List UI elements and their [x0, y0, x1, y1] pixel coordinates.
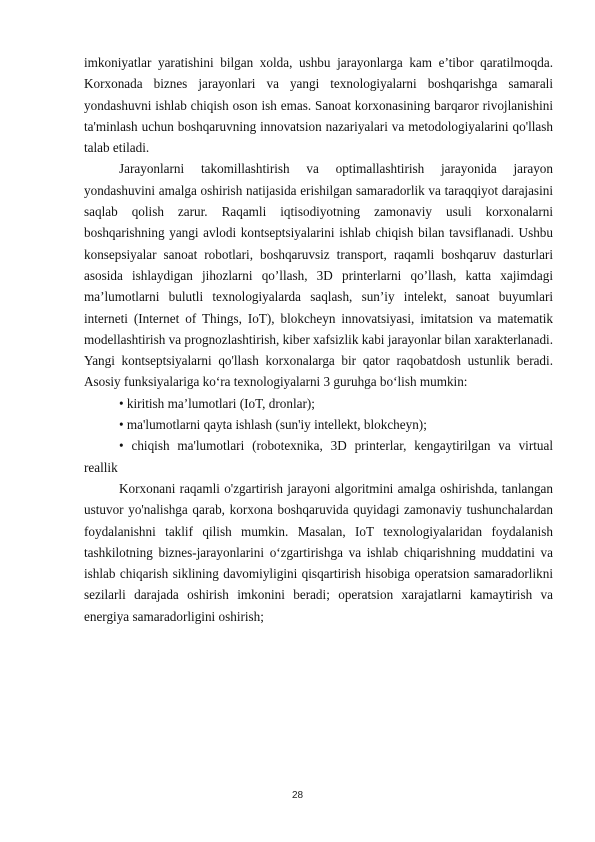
page-number: 28 — [291, 790, 304, 801]
paragraph-process-improvement: Jarayonlarni takomillashtirish va optimallashtirish jarayonida jarayon yondashuvini amalga oshirish natijasida erishilgan samaradorlik va taraqqiyot darajasini saqlab qolish zarur. Raqamli iqtisodiyotning zamonaviy usuli korxonalarni boshqarishning yangi avlodi kontseptsiyalarini ishlab chiqish bilan tavsiflanadi. Ushbu konsepsiyalar sanoat robotlari, boshqaruvsiz transport, raqamli boshqaruv dasturlari asosida ishlaydigan jihozlarni qo’llash, 3D printerlarni qo’llash, katta xajimdagi ma’lumotlarni bulutli texnologiyalarda saqlash, sun’iy intelekt, sanoat buyumlari interneti (Internet of Things, IoT), blokcheyn innovatsiyasi, imitatsion va matematik modellashtirish va prognozlashtirish, kiber xafsizlik kabi jarayonlar bilan xarakterlanadi. Yangi kontseptsiyalarni qo'llash korxonalarga bir qator raqobatdosh ustunlik beradi. Asosiy funksiyalariga ko‘ra texnologiyalarni 3 guruhga bo‘lish mumkin: — [84, 161, 553, 390]
bullet-data-processing: • ma'lumotlarni qayta ishlash (sun'iy intellekt, blokcheyn); — [119, 417, 427, 433]
paragraph-intro-continuation: imkoniyatlar yaratishini bilgan xolda, ushbu jarayonlarga kam e’tibor qaratilmoqda. Korxonada biznes jarayonlari va yangi texnologiyalarni boshqarishga samarali yondashuvni ishlab chiqish oson ish emas. Sanoat korxonasining barqaror rivojlanishini ta'minlash uchun boshqaruvning innovatsion nazariyalari va metodologiyalarini qo'llash talab etiladi. — [84, 55, 553, 156]
bullet-output-data: • chiqish ma'lumotlari (robotexnika, 3D printerlar, kengaytirilgan va virtual reallik — [84, 438, 553, 475]
bullet-input-data: • kiritish ma’lumotlari (IoT, dronlar); — [119, 395, 315, 411]
body-text — [84, 52, 553, 627]
paragraph-digital-transformation: Korxonani raqamli o'zgartirish jarayoni algoritmini amalga oshirishda, tanlangan ustuvor yo'nalishga qarab, korxona boshqaruvida quyidagi zamonaviy tushunchalardan foydalanishni taklif qilish mumkin. Masalan, IoT texnologiyalaridan foydalanish tashkilotning biznes-jarayonlarini o‘zgartirishga va ishlab chiqarishning muddatini va ishlab chiqarish siklining davomiyligini qisqartirish hisobiga operatsion samaradorlikni sezilarli darajada oshirish imkonini beradi; operatsion xarajatlarni kamaytirish va energiya samaradorligini oshirish; — [84, 480, 553, 624]
